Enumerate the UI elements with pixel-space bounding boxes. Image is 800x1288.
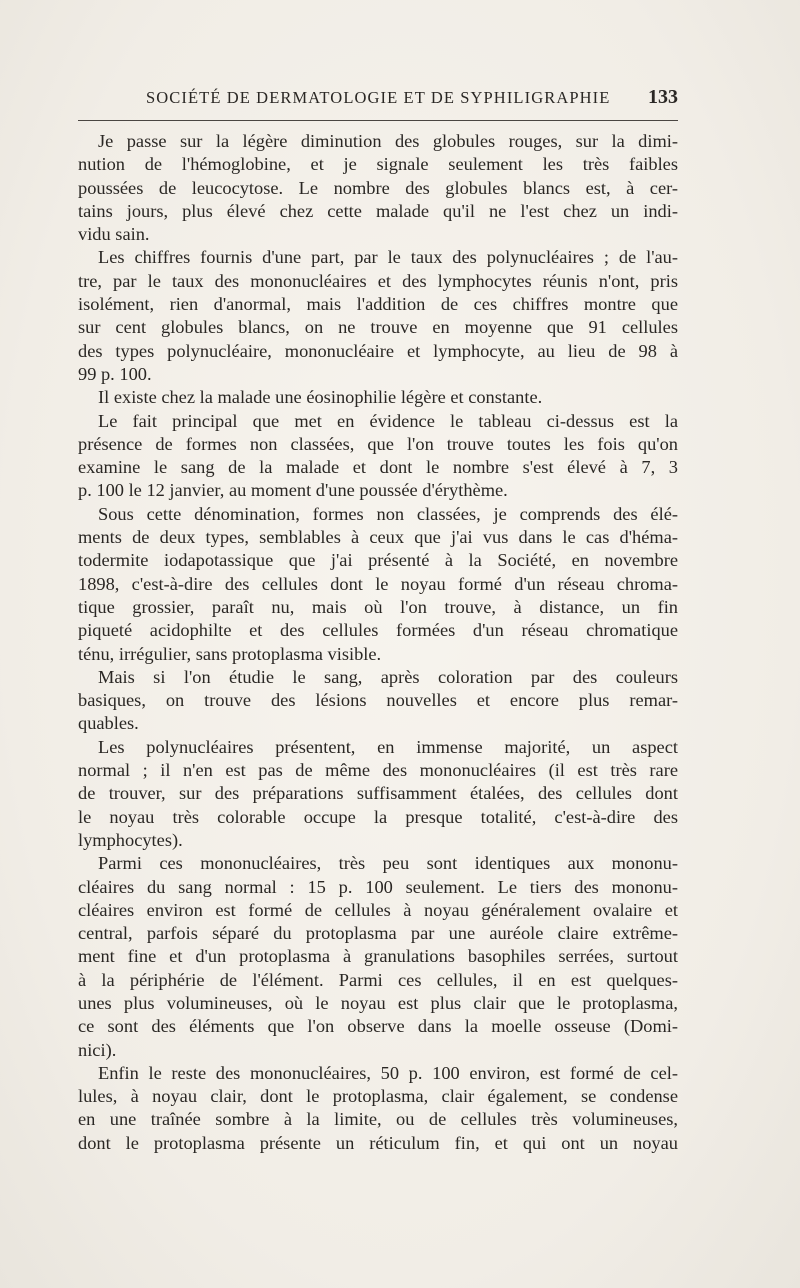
text-line: ténu, irrégulier, sans protoplasma visible.	[78, 643, 382, 664]
text-line: todermite iodapotassique que j'ai présenté à la Société, en novembre	[78, 550, 678, 571]
text-line: Enfin le reste des mononucléaires, 50 p. 100 environ, est formé de cel-	[98, 1062, 678, 1083]
text-line: cléaires environ est formé de cellules à noyau généralement ovalaire et	[78, 899, 678, 920]
text-line: lules, à noyau clair, dont le protoplasma, clair également, se condense	[78, 1086, 678, 1107]
text-line: Les chiffres fournis d'une part, par le taux des polynucléaires ; de l'au-	[98, 247, 678, 268]
text-line: Mais si l'on étudie le sang, après coloration par des couleurs	[98, 666, 678, 687]
text-line: central, parfois séparé du protoplasma par une auréole claire extrême-	[78, 923, 678, 944]
text-line: à la périphérie de l'élément. Parmi ces cellules, il en est quelques-	[78, 969, 678, 990]
text-line: 99 p. 100.	[78, 363, 152, 384]
text-line: cléaires du sang normal : 15 p. 100 seulement. Le tiers des mononu-	[78, 876, 678, 897]
text-line: Sous cette dénomination, formes non classées, je comprends des élé-	[98, 503, 678, 524]
text-line: dont le protoplasma présente un réticulum fin, et qui ont un noyau	[78, 1132, 678, 1153]
text-line: en une traînée sombre à la limite, ou de cellules très volumineuses,	[78, 1109, 678, 1130]
text-line: piqueté acidophilte et des cellules formées d'un réseau chromatique	[78, 620, 678, 641]
text-line: Parmi ces mononucléaires, très peu sont identiques aux mononu-	[98, 853, 678, 874]
text-line: tains jours, plus élevé chez cette malade qu'il ne l'est chez un indi-	[78, 200, 678, 221]
text-line: isolément, rien d'anormal, mais l'addition de ces chiffres montre que	[78, 294, 678, 315]
text-line: vidu sain.	[78, 224, 150, 245]
text-line: des types polynucléaire, mononucléaire et lymphocyte, au lieu de 98 à	[78, 340, 678, 361]
body-text	[78, 130, 678, 1155]
text-line: sur cent globules blancs, on ne trouve en moyenne que 91 cellules	[78, 317, 678, 338]
text-line: quables.	[78, 713, 139, 734]
text-line: de trouver, sur des préparations suffisamment étalées, des cellules dont	[78, 783, 678, 804]
text-line: basiques, on trouve des lésions nouvelles et encore plus remar-	[78, 690, 678, 711]
text-line: nici).	[78, 1039, 117, 1060]
text-line: ce sont des éléments que l'on observe dans la moelle osseuse (Domi-	[78, 1016, 678, 1037]
text-line: présence de formes non classées, que l'on trouve toutes les fois qu'on	[78, 433, 678, 454]
header-rule	[78, 120, 678, 121]
text-line: tique grossier, paraît nu, mais où l'on trouve, à distance, un fin	[78, 596, 678, 617]
text-line: ments de deux types, semblables à ceux que j'ai vus dans le cas d'héma-	[78, 527, 678, 548]
page-number: 133	[648, 86, 678, 108]
text-line: unes plus volumineuses, où le noyau est plus clair que le protoplasma,	[78, 992, 678, 1013]
text-line: examine le sang de la malade et dont le nombre s'est élevé à 7, 3	[78, 457, 678, 478]
running-head	[78, 86, 678, 110]
text-line: Il existe chez la malade une éosinophilie légère et constante.	[98, 387, 543, 408]
text-line: le noyau très colorable occupe la presque totalité, c'est-à-dire des	[78, 806, 678, 827]
text-line: nution de l'hémoglobine, et je signale seulement les très faibles	[78, 154, 678, 175]
text-line: poussées de leucocytose. Le nombre des globules blancs est, à cer-	[78, 177, 678, 198]
text-line: ment fine et d'un protoplasma à granulations basophiles serrées, surtout	[78, 946, 678, 967]
text-line: Le fait principal que met en évidence le tableau ci-dessus est la	[98, 410, 678, 431]
text-line: lymphocytes).	[78, 829, 183, 850]
text-line: normal ; il n'en est pas de même des mononucléaires (il est très rare	[78, 760, 678, 781]
text-line: 1898, c'est-à-dire des cellules dont le noyau formé d'un réseau chroma-	[78, 573, 678, 594]
text-line: Je passe sur la légère diminution des globules rouges, sur la dimi-	[98, 131, 678, 151]
text-line: tre, par le taux des mononucléaires et des lymphocytes réunis n'ont, pris	[78, 270, 678, 291]
text-line: Les polynucléaires présentent, en immense majorité, un aspect	[98, 736, 678, 757]
running-title: SOCIÉTÉ DE DERMATOLOGIE ET DE SYPHILIGRAPHIE	[146, 88, 611, 107]
text-line: p. 100 le 12 janvier, au moment d'une poussée d'érythème.	[78, 480, 508, 501]
